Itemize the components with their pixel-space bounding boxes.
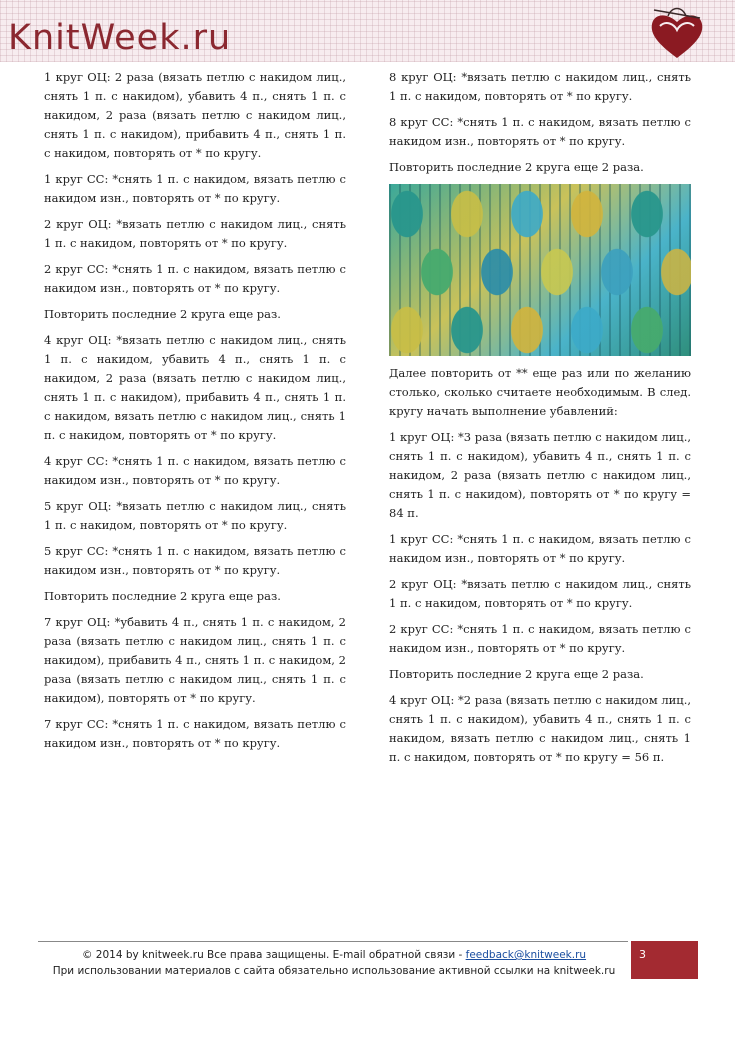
copyright-text: © 2014 by knitweek.ru Все права защищены. E-mail обратной связи - [81,949,466,961]
instruction-paragraph: 1 круг ОЦ: 2 раза (вязать петлю с накидом лиц., снять 1 п. с накидом), убавить 4 п., снять 1 п. с накидом, 2 раза (вязать петлю с накидом лиц., снять 1 п. с накидом), прибавить 4 п., снять 1 п. с накидом, повторять от * по кругу. [44,70,346,160]
instruction-paragraph: 8 круг СС: *снять 1 п. с накидом, вязать петлю с накидом изн., повторять от * по кругу. [389,115,691,148]
instruction-paragraph: 1 круг ОЦ: *3 раза (вязать петлю с накидом лиц., снять 1 п. с накидом), убавить 4 п., снять 1 п. с накидом, 2 раза (вязать петлю с накидом лиц., снять 1 п. с накидом), повторять от * по кругу = 84 п. [389,430,691,520]
instruction-paragraph: 2 круг СС: *снять 1 п. с накидом, вязать петлю с накидом изн., повторять от * по кругу. [389,622,691,655]
heart-yarn-logo-icon [646,4,708,62]
page-footer [44,947,624,979]
page-number: 3 [631,941,698,979]
feedback-email-link[interactable]: feedback@knitweek.ru [465,949,587,961]
left-text-column [44,68,346,760]
instruction-paragraph: 2 круг СС: *снять 1 п. с накидом, вязать петлю с накидом изн., повторять от * по кругу. [44,262,346,295]
knitting-pattern-photo [389,184,691,356]
footer-divider [38,941,628,942]
instruction-paragraph: 7 круг СС: *снять 1 п. с накидом, вязать петлю с накидом изн., повторять от * по кругу. [44,717,346,750]
instruction-paragraph: Повторить последние 2 круга еще 2 раза. [389,667,644,681]
instruction-paragraph: 8 круг ОЦ: *вязать петлю с накидом лиц., снять 1 п. с накидом, повторять от * по кругу. [389,70,691,103]
instruction-paragraph: 4 круг ОЦ: *вязать петлю с накидом лиц., снять 1 п. с накидом, убавить 4 п., снять 1 п. с накидом, 2 раза (вязать петлю с накидом лиц., снять 1 п. с накидом), прибавить 4 п., снять 1 п. с накидом, вязать петлю с накидом лиц., снять 1 п. с накидом, повторять от * по кругу. [44,333,346,442]
usage-notice: При использовании материалов с сайта обязательно использование активной ссылки на knitweek.ru [52,965,616,977]
right-text-column [389,68,691,774]
instruction-paragraph: 2 круг ОЦ: *вязать петлю с накидом лиц., снять 1 п. с накидом, повторять от * по кругу. [44,217,346,250]
instruction-paragraph: 1 круг СС: *снять 1 п. с накидом, вязать петлю с накидом изн., повторять от * по кругу. [389,532,691,565]
instruction-paragraph: 2 круг ОЦ: *вязать петлю с накидом лиц., снять 1 п. с накидом, повторять от * по кругу. [389,577,691,610]
site-logo-text: KnitWeek.ru [8,18,232,58]
copyright-line [44,947,624,963]
instruction-paragraph: 4 круг ОЦ: *2 раза (вязать петлю с накидом лиц., снять 1 п. с накидом), убавить 4 п., снять 1 п. с накидом, вязать петлю с накидом лиц., снять 1 п. с накидом, повторять от * по кругу = 56 п. [389,693,691,764]
instruction-paragraph: Далее повторить от ** еще раз или по желанию столько, сколько считаете необходимым. В след. кругу начать выполнение убавлений: [389,366,691,418]
instruction-paragraph: 1 круг СС: *снять 1 п. с накидом, вязать петлю с накидом изн., повторять от * по кругу. [44,172,346,205]
instruction-paragraph: 4 круг СС: *снять 1 п. с накидом, вязать петлю с накидом изн., повторять от * по кругу. [44,454,346,487]
instruction-paragraph: Повторить последние 2 круга еще раз. [44,307,281,321]
instruction-paragraph: 5 круг ОЦ: *вязать петлю с накидом лиц., снять 1 п. с накидом, повторять от * по кругу. [44,499,346,532]
instruction-paragraph: 7 круг ОЦ: *убавить 4 п., снять 1 п. с накидом, 2 раза (вязать петлю с накидом лиц., снять 1 п. с накидом), прибавить 4 п., снять 1 п. с накидом, 2 раза (вязать петлю с накидом лиц., снять 1 п. с накидом), повторять от * по кругу. [44,615,346,705]
instruction-paragraph: Повторить последние 2 круга еще раз. [44,589,281,603]
instruction-paragraph: 5 круг СС: *снять 1 п. с накидом, вязать петлю с накидом изн., повторять от * по кругу. [44,544,346,577]
instruction-paragraph: Повторить последние 2 круга еще 2 раза. [389,160,644,174]
page-header [0,0,735,62]
